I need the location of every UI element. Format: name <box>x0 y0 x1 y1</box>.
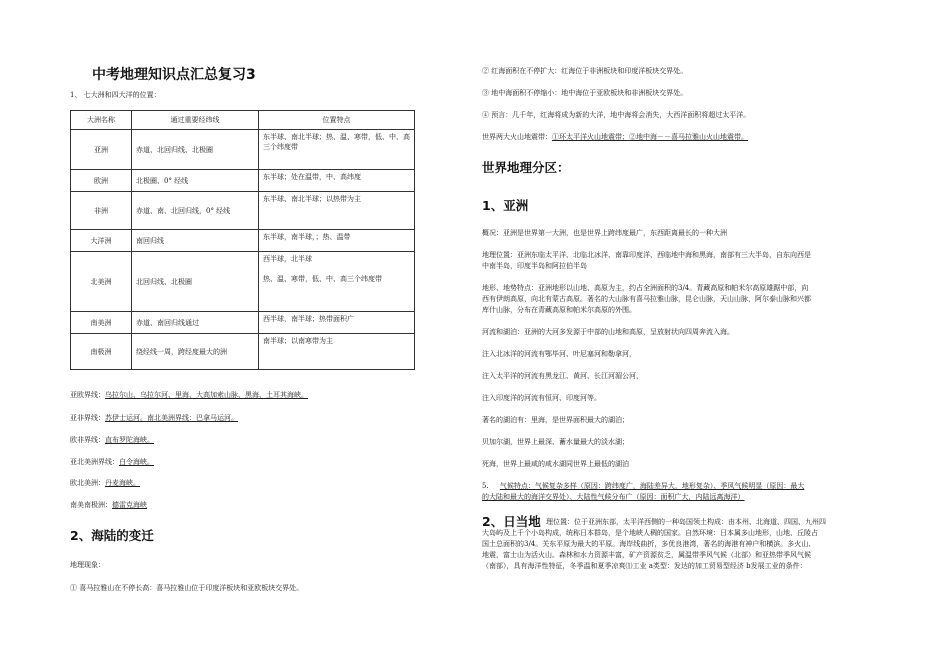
page-title: 中考地理知识点汇总复习3 <box>92 67 256 83</box>
table-cell: 东半球、南北半球；以热带为主 <box>259 192 415 230</box>
boundary-value: 白令海峡。 <box>119 458 154 466</box>
paragraph: 理位置：位于亚洲东部，太平洋西侧的一种岛国领土构成：由本州、北海道、四国、九州四 <box>546 518 826 526</box>
table-cell: 南美洲 <box>71 312 132 334</box>
boundary-label: 亚北美洲界线： <box>70 458 119 466</box>
table-cell-multi <box>259 252 415 312</box>
paragraph: 注入太平洋的河流有黑龙江、黄河、长江河湄公河， <box>482 372 643 380</box>
table-row <box>71 312 415 334</box>
boundary-line <box>70 435 154 446</box>
section-heading: 2、日当地 <box>482 514 541 529</box>
boundary-value: 苏伊士运河。南北美洲界线：巴拿马运河。 <box>105 414 238 422</box>
table-header: 位置特点 <box>259 111 415 130</box>
list-number: 5. <box>482 482 489 490</box>
boundary-line <box>70 457 154 468</box>
table-cell: 大洋洲 <box>71 230 132 252</box>
table-cell: 赤道、南回归线通过 <box>132 312 259 334</box>
boundary-value: 直布罗陀海峡。 <box>105 436 154 444</box>
paragraph: ① 喜马拉雅山在不停长高：喜马拉雅山位于印度洋板块和亚欧板块交界处。 <box>70 584 304 592</box>
table-row <box>71 230 415 252</box>
table-cell: 北回归线、北极圈 <box>132 252 259 312</box>
table-cell: 南极洲 <box>71 334 132 370</box>
table-row <box>71 130 415 170</box>
boundary-line <box>70 413 238 424</box>
paragraph: 死海，世界上最咸的咸水湖同世界上最低的湖泊 <box>482 460 629 468</box>
table-cell: 东半球；处在温带，中、高纬度 <box>259 170 415 192</box>
intro-text: 1、 七大洲和四大洋的位置： <box>70 91 161 99</box>
paragraph: 西有伊朗高原，向北有蒙古高原。著名的大山脉有喜马拉雅山脉，昆仑山脉，天山山脉，阿尔泰山脉和兴都 <box>482 295 811 303</box>
paragraph: 贝加尔湖，世界上最深、蓄水量最大的淡水湖； <box>482 438 629 446</box>
boundary-label: 亚欧界线： <box>70 391 105 399</box>
section-heading: 1、亚洲 <box>482 198 529 213</box>
table-cell: 赤道、南、北回归线，0° 经线 <box>132 192 259 230</box>
paragraph: 中南半岛，印度半岛和阿拉伯半岛 <box>482 262 587 270</box>
paragraph: 库什山脉，分布在青藏高原和帕米尔高原的外围。 <box>482 306 636 314</box>
section-heading: 世界地理分区： <box>482 160 570 175</box>
table-row <box>71 170 415 192</box>
paragraph <box>482 481 804 492</box>
paragraph: 地理现象： <box>70 561 105 569</box>
table-cell: 北极圈、0° 经线 <box>132 170 259 192</box>
boundary-label: 亚非界线： <box>70 414 105 422</box>
boundary-line <box>70 478 140 489</box>
table-cell: 绕经线一周，跨经度最大的洲 <box>132 334 259 370</box>
volcano-value: ①环太平洋火山地震带；②地中海－－喜马拉雅山火山地震带。 <box>552 133 748 141</box>
table-cell-line: 西半球，北半球 <box>263 255 312 263</box>
boundary-value: 德雷克海峡 <box>112 501 147 509</box>
table-header: 大洲名称 <box>71 111 132 130</box>
table-cell: 西半球，南半球；热带面积广 <box>259 312 415 334</box>
table-header-row <box>71 111 415 130</box>
table-row <box>71 192 415 230</box>
paragraph: 概况：亚洲是世界第一大洲，也是世界上跨纬度最广，东西距离最长的一种大洲 <box>482 229 727 237</box>
paragraph: 注入印度洋的河流有恒河、印度河等。 <box>482 394 601 402</box>
paragraph: ④ 预言：几千年，红海将成为新的大洋，地中海将会消失，大西洋面积将超过太平洋。 <box>482 111 751 119</box>
paragraph <box>482 132 748 143</box>
boundary-value: 丹麦海峡。 <box>105 479 140 487</box>
table-cell-line: 热、温、寒带，低、中、高三个纬度带 <box>263 275 382 283</box>
table-cell: 北美洲 <box>71 252 132 312</box>
paragraph: 河流和湖泊：亚洲的大河多发源于中部的山地和高原，呈放射状向四周奔流入海。 <box>482 328 734 336</box>
table-cell: 欧洲 <box>71 170 132 192</box>
table-cell: 赤道、北回归线、北极圈 <box>132 130 259 170</box>
boundary-label: 南美南极洲： <box>70 501 112 509</box>
paragraph: ③ 地中海面积不停缩小：地中海位于亚欧板块和非洲板块交界处。 <box>482 89 688 97</box>
paragraph: 大岛屿及上千个小岛构成，统称日本群岛，是个地峡人稠的国家。自然环境：日本属多山地形，山地、丘陵占 <box>482 529 818 537</box>
volcano-label: 世界两大火山地震带： <box>482 133 552 141</box>
table-cell: 南半球；以南寒带为主 <box>259 334 415 370</box>
table-cell: 亚洲 <box>71 130 132 170</box>
paragraph: ② 红海面积在不停扩大：红海位于非洲板块和印度洋板块交界处。 <box>482 67 688 75</box>
paragraph: （南部），具有海洋性特征，冬季温和夏季凉爽⑴工业 a类型：发达的加工贸易型经济 b发展工业的条件： <box>482 562 807 570</box>
paragraph: 注入北冰洋的河流有鄂毕河、叶尼塞河和勒拿河， <box>482 350 636 358</box>
boundary-line <box>70 500 147 511</box>
table-cell: 南回归线 <box>132 230 259 252</box>
paragraph: 地震，富士山为活火山。森林和水力资源丰富，矿产资源贫乏，属温带季风气候（北部）和亚热带季风气候 <box>482 551 811 559</box>
table-cell: 东半球、南北半球；热、温、寒带，低、中、高三个纬度带 <box>259 130 415 170</box>
boundary-line <box>70 390 308 401</box>
section-heading: 2、海陆的变迁 <box>70 528 154 543</box>
table-row <box>71 334 415 370</box>
paragraph: 地形、地势特点：亚洲地形以山地、高原为主，约占全洲面积的3/4。青藏高原和帕米尔高原雄踞中部，向 <box>482 284 809 292</box>
table-row <box>71 252 415 312</box>
paragraph: 地理位置：亚洲东临太平洋、北临北冰洋、南靠印度洋、西临地中海和黑海，南部有三大半岛，自东向西是 <box>482 251 811 259</box>
table-cell: 非洲 <box>71 192 132 230</box>
boundary-label: 欧北美洲： <box>70 479 105 487</box>
boundary-label: 欧非界线： <box>70 436 105 444</box>
table-header: 通过重要经纬线 <box>132 111 259 130</box>
boundary-value: 乌拉尔山、乌拉尔河、里海、大高加索山脉、黑海、土耳其海峡。 <box>105 391 308 399</box>
continents-table <box>70 110 415 370</box>
paragraph: 的大陆和最大的海洋交界处）、大陆性气候分布广（原因：面积广大，内陆远离海洋） <box>482 493 745 501</box>
table-cell: 东半球，南半球，；热、温带 <box>259 230 415 252</box>
paragraph: 著名的湖泊有：里海，是世界面积最大的湖泊； <box>482 416 629 424</box>
paragraph: 国土总面积的3/4。关东平原为最大的平原。海岸线曲折，多优良港湾，著名的海港有神户和横滨。多火山、 <box>482 540 816 548</box>
climate-text: 气候特点：气候复杂多样（原因：跨纬度广，海陆差异大，地形复杂）、季风气候明显（原因：最大 <box>499 482 805 490</box>
